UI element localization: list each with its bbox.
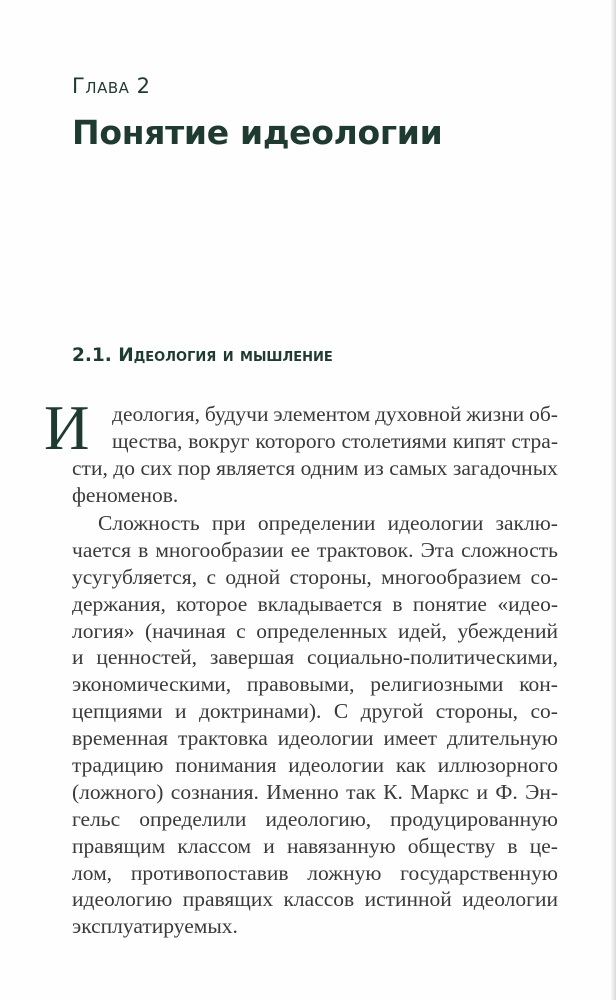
text-line: лом, противопоставив ложную государственную	[72, 860, 558, 885]
text-line: идеологию правящих классов истинной идеологии	[72, 887, 558, 912]
chapter-label: Глава 2	[72, 74, 151, 98]
text-line: Сложность при определении идеологии заклю-	[98, 511, 558, 535]
text-line: и ценностей, завершая социально-политическими,	[72, 645, 558, 670]
text-line: временная трактовка идеологии имеет длительную	[72, 726, 558, 751]
drop-cap: И	[44, 393, 90, 463]
text-line: щества, вокруг которого столетиями кипят стра-	[112, 428, 558, 453]
text-line: правящим классом и навязанную обществу в це-	[72, 833, 558, 858]
text-line: (ложного) сознания. Именно так К. Маркс и Ф. Эн-	[72, 779, 558, 804]
page-edge-shadow	[610, 0, 616, 1000]
text-line: деология, будучи элементом духовной жизни об-	[112, 402, 558, 426]
text-line: сти, до сих пор является одним из самых загадочных	[72, 455, 558, 480]
text-line: чается в многообразии ее трактовок. Эта сложность	[72, 537, 558, 562]
text-line: феноменов.	[72, 482, 179, 507]
paragraph-1	[72, 401, 558, 509]
paragraph-2	[72, 510, 558, 940]
text-line: усугубляется, с одной стороны, многообразием со-	[72, 564, 558, 589]
text-line: гельс определили идеологию, продуцированную	[72, 806, 558, 831]
text-line: эксплуатируемых.	[72, 914, 238, 939]
text-line: держания, которое вкладывается в понятие «идео-	[72, 591, 558, 616]
text-line: цепциями и доктринами). С другой стороны, со-	[72, 699, 558, 724]
text-line: логия» (начиная с определенных идей, убеждений	[72, 618, 558, 643]
chapter-title: Понятие идеологии	[72, 113, 443, 152]
text-line: экономическими, правовыми, религиозными кон-	[72, 672, 558, 697]
section-title: 2.1. Идеология и мышление	[72, 345, 333, 366]
text-line: традицию понимания идеологии как иллюзорного	[72, 753, 558, 778]
